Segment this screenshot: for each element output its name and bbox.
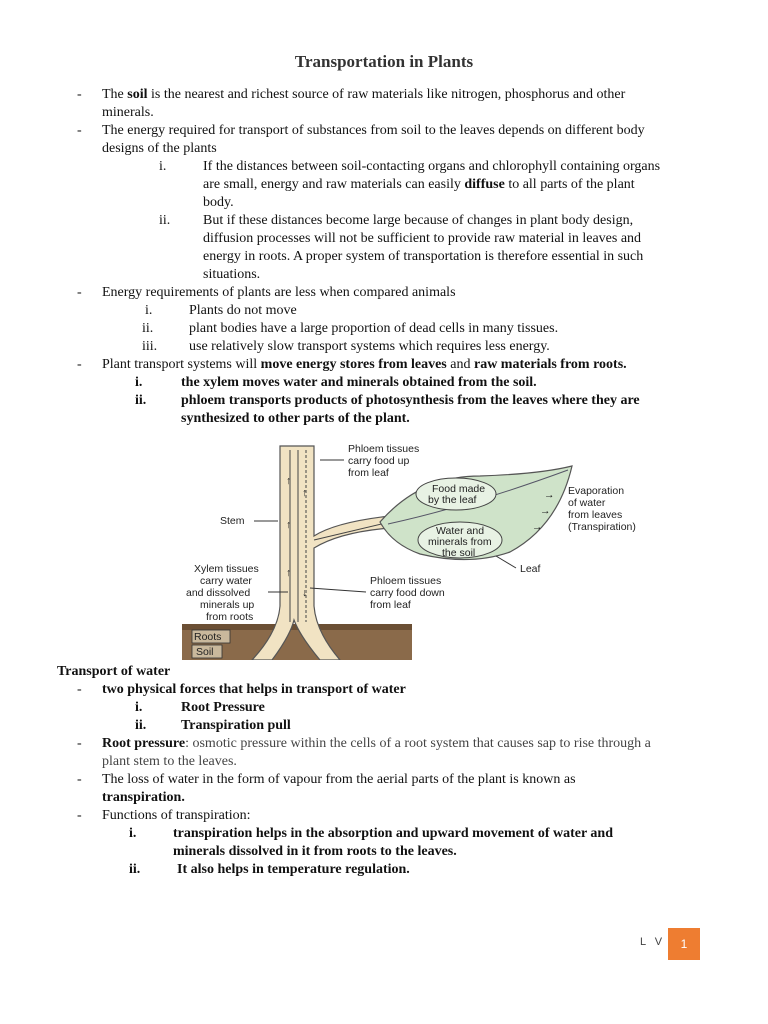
phloem-down-label: Phloem tissues (370, 575, 442, 587)
list-number: ii. (159, 213, 171, 228)
evap-label: (Transpiration) (568, 521, 636, 533)
pointer-line (310, 588, 366, 592)
plant-transport-diagram (180, 436, 650, 660)
text-run: are small, energy and raw materials can easily (203, 177, 465, 192)
bullet-dash: - (77, 123, 82, 138)
up-arrow: ↑ (286, 519, 292, 531)
list-number: i. (145, 303, 153, 318)
forces-line: two physical forces that helps in transport of water (102, 682, 406, 697)
list-number: i. (135, 700, 143, 715)
phloem-down-label: carry food down (370, 587, 445, 599)
list-number: ii. (142, 321, 154, 336)
list-text: transpiration helps in the absorption and upward movement of water and (173, 826, 614, 841)
list-text: Plants do not move (189, 303, 297, 318)
list-text: Transpiration pull (181, 718, 291, 733)
text-run: to all parts of the plant (504, 177, 635, 192)
list-text: It also helps in temperature regulation. (177, 862, 410, 877)
evap-arrow: → (544, 489, 555, 501)
list-number: ii. (129, 862, 141, 877)
bold-term: Root pressure (102, 736, 186, 751)
root-pressure-line (102, 735, 651, 753)
pointer-line (496, 556, 516, 568)
list-text: use relatively slow transport systems which requires less energy. (189, 339, 550, 354)
list-text: energy in roots. A proper system of transportation is therefore essential in such (203, 249, 644, 264)
food-label: by the leaf (428, 494, 477, 506)
list-text: plant bodies have a large proportion of dead cells in many tissues. (189, 321, 559, 336)
text-run: Plant transport systems will (102, 357, 261, 372)
footer-initials: L V (640, 936, 666, 948)
soil-line (102, 86, 625, 104)
bullet-dash: - (77, 87, 82, 102)
list-text: body. (203, 195, 234, 210)
leaf-label: Leaf (520, 563, 541, 575)
list-text: minerals dissolved in it from roots to the leaves. (173, 844, 457, 859)
evap-arrow: → (532, 521, 543, 533)
list-number: iii. (142, 339, 158, 354)
section-heading: Transport of water (57, 664, 171, 679)
xylem-label: and dissolved (186, 587, 251, 599)
phloem-up-label: Phloem tissues (348, 443, 420, 455)
bullet-dash: - (77, 285, 82, 300)
bullet-dash: - (77, 357, 82, 372)
energy-req-line: Energy requirements of plants are less when compared animals (102, 285, 456, 300)
transpiration-term: transpiration. (102, 790, 185, 805)
list-text: Root Pressure (181, 700, 265, 715)
transport-system-line (102, 356, 627, 374)
up-arrow: ↑ (286, 567, 292, 579)
evap-arrow: → (540, 505, 551, 517)
water-label: the soil (442, 547, 476, 559)
phloem-up-label: carry food up (348, 455, 410, 467)
phloem-up-label: from leaf (348, 467, 389, 479)
energy-line: The energy required for transport of substances from soil to the leaves depends on different body (102, 123, 645, 138)
bullet-dash: - (77, 808, 82, 823)
list-number: i. (129, 826, 137, 841)
list-text: phloem transports products of photosynthesis from the leaves where they are (181, 393, 640, 408)
evap-label: from leaves (568, 509, 623, 521)
xylem-label: Xylem tissues (194, 563, 259, 575)
xylem-label: from roots (206, 611, 254, 623)
list-number: ii. (135, 718, 147, 733)
roots-label: Roots (194, 631, 222, 643)
evap-label: Evaporation (568, 485, 625, 497)
xylem-label: minerals up (200, 599, 255, 611)
list-text: diffusion processes will not be sufficient to provide raw material in leaves and (203, 231, 642, 246)
list-number: ii. (135, 393, 147, 408)
water-label: Water and (436, 525, 485, 537)
up-arrow: ↑ (302, 487, 308, 499)
list-text (203, 176, 635, 194)
bullet-dash: - (77, 736, 82, 751)
page-number-badge: 1 (668, 928, 700, 960)
list-number: i. (159, 159, 167, 174)
page-title: Transportation in Plants (294, 52, 474, 71)
bullet-dash: - (77, 682, 82, 697)
text-run: is the nearest and richest source of raw materials like nitrogen, phosphorus and other (147, 87, 626, 102)
list-text: If the distances between soil-contacting organs and chlorophyll containing organs (203, 159, 661, 174)
phloem-down-label: from leaf (370, 599, 411, 611)
bullet-dash: - (77, 772, 82, 787)
bold-term: raw materials from roots. (473, 357, 627, 372)
list-text: the xylem moves water and minerals obtained from the soil. (181, 375, 537, 390)
list-text: situations. (203, 267, 261, 282)
text-run: and (446, 357, 474, 372)
list-text: But if these distances become large because of changes in plant body design, (203, 213, 634, 228)
down-arrow: ↓ (302, 587, 308, 599)
bold-term: soil (127, 87, 148, 102)
functions-line: Functions of transpiration: (102, 808, 251, 823)
transpiration-line: The loss of water in the form of vapour from the aerial parts of the plant is known as (102, 772, 576, 787)
bold-term: move energy stores from leaves (260, 357, 447, 372)
list-number: i. (135, 375, 143, 390)
bold-term: diffuse (464, 177, 505, 192)
soil-label: Soil (196, 646, 214, 658)
up-arrow: ↑ (286, 475, 292, 487)
stem-label: Stem (220, 515, 245, 527)
text-run: The (102, 87, 128, 102)
root-pressure-cont: plant stem to the leaves. (102, 754, 237, 769)
energy-line-cont: designs of the plants (102, 141, 217, 156)
xylem-label: carry water (200, 575, 252, 587)
evap-label: of water (568, 497, 606, 509)
food-label: Food made (432, 483, 486, 495)
text-run: : osmotic pressure within the cells of a root system that causes sap to rise through a (185, 736, 651, 751)
water-label: minerals from (428, 536, 492, 548)
soil-line-cont: minerals. (102, 105, 154, 120)
list-text: synthesized to other parts of the plant. (181, 411, 410, 426)
